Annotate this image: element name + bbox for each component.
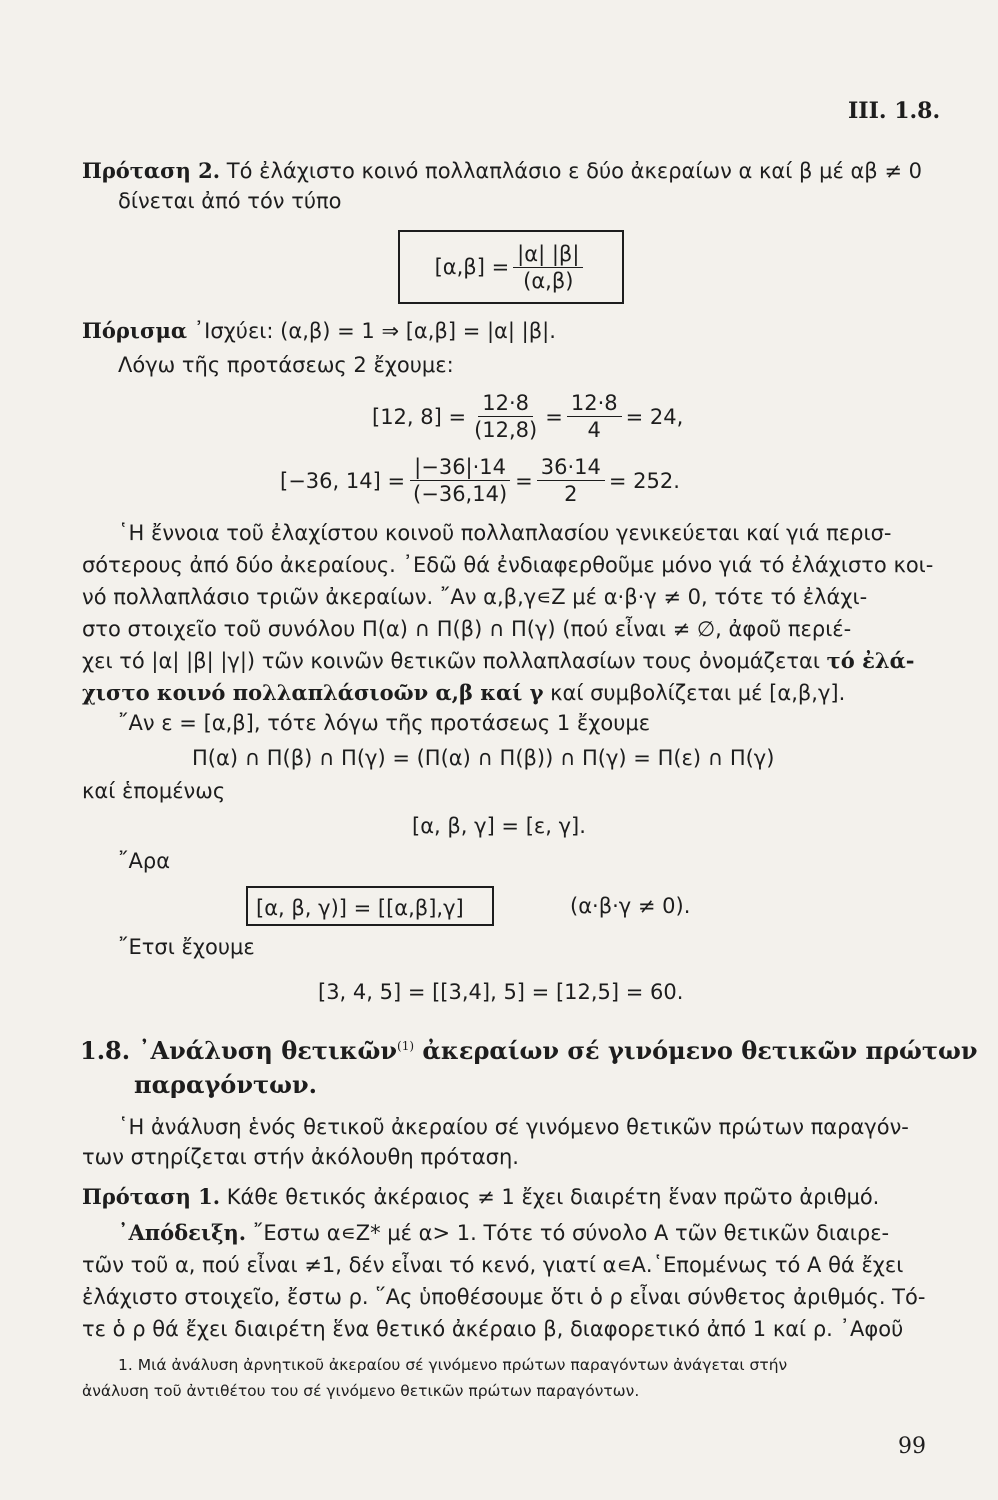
proposition-2-text: Τό ἐλάχιστο κοινό πολλαπλάσιο ε δύο ἀκεραίων α καί β μέ αβ ≠ 0 <box>226 159 923 183</box>
corollary-line <box>82 316 932 346</box>
paragraph-line: ῾Η ἀνάλυση ἑνός θετικοῦ ἀκεραίου σέ γινόμενο θετικῶν πρώτων παραγόν- <box>118 1115 909 1139</box>
corollary-intro: Λόγω τῆς προτάσεως 2 ἔχουμε: <box>118 353 454 377</box>
proof-line: ἐλάχιστο στοιχεῖο, ἔστω ρ. ῞Ας ὑποθέσουμε ὅτι ὁ ρ εἶναι σύνθετος ἀριθμός. Τό- <box>82 1285 926 1309</box>
example2-result: = 252. <box>608 468 680 493</box>
proposition-2-line-1 <box>82 156 932 186</box>
example2-den1: (−36,14) <box>413 482 508 506</box>
equation-pi: Π(α) ∩ Π(β) ∩ Π(γ) = (Π(α) ∩ Π(β)) ∩ Π(γ) = Π(ε) ∩ Π(γ) <box>192 746 775 770</box>
running-header: III. 1.8. <box>848 98 941 124</box>
section-heading <box>80 1036 978 1065</box>
proposition-2-label: Πρόταση 2. <box>82 158 221 183</box>
corollary-text: ᾿Ισχύει: (α,β) = 1 ⇒ [α,β] = |α| |β|. <box>193 319 556 343</box>
footnote-mark: (1) <box>397 1039 415 1053</box>
example2-lhs: [−36, 14] = <box>280 468 406 493</box>
example1-result: = 24, <box>625 404 684 429</box>
example1-num1: 12·8 <box>478 390 533 417</box>
example2-den2: 2 <box>564 482 578 506</box>
lcm-formula-box <box>398 230 624 304</box>
boxed-equation: [α, β, γ)] = [[α,β],γ] <box>246 886 494 926</box>
proof-text: ῎Εστω α∊Z* μέ α> 1. Τότε τό σύνολο Α τῶν θετικῶν διαιρε- <box>252 1221 890 1245</box>
formula-fraction <box>513 241 583 294</box>
footnote-line: ἀνάλυση τοῦ ἀντιθέτου του σέ γινόμενο θετικῶν πρώτων παραγόντων. <box>82 1382 640 1400</box>
therefore-text: ῎Αρα <box>118 849 171 873</box>
example2-num1: |−36|·14 <box>410 454 510 481</box>
example2-frac2 <box>537 454 605 507</box>
proposition-1-line <box>82 1182 932 1212</box>
proof-line: τε ὁ ρ θά ἔχει διαιρέτη ἕνα θετικό ἀκέραιο β, διαφορετικό ἀπό 1 καί ρ. ᾿Αφοῦ <box>82 1317 904 1341</box>
formula-lhs: [α,β] = <box>434 255 510 279</box>
example2-num2: 36·14 <box>537 454 605 481</box>
paragraph-line: στο στοιχεῖο τοῦ συνόλου Π(α) ∩ Π(β) ∩ Π(γ) (πού εἶναι ≠ ∅, ἀφοῦ περιέ- <box>82 617 852 641</box>
proof-line: τῶν τοῦ α, πού εἶναι ≠1, δέν εἶναι τό κενό, γιατί α∊Α.῾Επομένως τό Α θά ἔχει <box>82 1253 904 1277</box>
footnote-line: 1. Μιά ἀνάλυση ἀρνητικοῦ ἀκεραίου σέ γινόμενο πρώτων παραγόντων ἀνάγεται στήν <box>118 1356 788 1374</box>
paragraph-2: ῎Αν ε = [α,β], τότε λόγω τῆς προτάσεως 1 ἔχουμε <box>118 711 651 735</box>
section-title: ᾿Ανάλυση θετικῶν <box>138 1036 398 1065</box>
equation-example: [3, 4, 5] = [[3,4], 5] = [12,5] = 60. <box>318 980 684 1004</box>
example1-num2: 12·8 <box>567 390 622 417</box>
formula-denominator: (α,β) <box>523 268 574 293</box>
section-title-rest: ἀκεραίων σέ γινόμενο θετικῶν πρώτων <box>422 1036 978 1065</box>
proof-label: ᾿Απόδειξη. <box>118 1220 247 1245</box>
paragraph-line <box>82 646 932 676</box>
thus-text: ῎Ετσι ἔχουμε <box>118 935 255 959</box>
proof-line-1 <box>82 1218 968 1248</box>
section-number: 1.8. <box>80 1036 131 1065</box>
paragraph-line: νό πολλαπλάσιο τριῶν ἀκεραίων. ῎Αν α,β,γ∊Z μέ α·β·γ ≠ 0, τότε τό ἐλάχι- <box>82 585 868 609</box>
example2-frac1 <box>409 454 511 507</box>
example1-frac1 <box>470 390 541 443</box>
corollary-label: Πόρισμα <box>82 318 187 343</box>
example1-frac2 <box>567 390 622 443</box>
example-equation-1: [12, 8] = $\frac{12\cdot 8}{(12,8)}$ = $\frac{12\cdot 8}{4}$ = 24, <box>372 391 684 442</box>
proposition-2-line-2: δίνεται ἀπό τόν τύπο <box>118 189 342 213</box>
paragraph-line: σότερους ἀπό δύο ἀκεραίους. ᾿Εδῶ θά ἐνδιαφερθοῦμε μόνο γιά τό ἐλάχιστο κοι- <box>82 553 934 577</box>
paragraph-line <box>82 678 932 708</box>
paragraph-text: χει τό |α| |β| |γ|) τῶν κοινῶν θετικῶν πολλαπλασίων τους ὀνομάζεται <box>82 649 820 673</box>
example-equation-2: [−36, 14] = $\frac{|-36|\cdot 14}{(-36,14)}$ = $\frac{36\cdot 14}{2}$ = 252. <box>280 455 680 506</box>
proposition-1-text: Κάθε θετικός ἀκέραιος ≠ 1 ἔχει διαιρέτη ἕναν πρῶτο ἀριθμό. <box>226 1185 880 1209</box>
equation-abg: [α, β, γ] = [ε, γ]. <box>412 814 586 838</box>
example1-den1: (12,8) <box>474 418 538 442</box>
term-lcm-bold: χιστο κοινό πολλαπλάσιοῶν α,β καί γ <box>82 680 544 705</box>
paragraph-line: των στηρίζεται στήν ἀκόλουθη πρόταση. <box>82 1145 519 1169</box>
term-lcm-bold: τό ἐλά- <box>826 648 915 673</box>
boxed-condition: (α·β·γ ≠ 0). <box>570 894 691 918</box>
paragraph-text: καί συμβολίζεται μέ [α,β,γ]. <box>550 681 846 705</box>
proposition-1-label: Πρόταση 1. <box>82 1184 221 1209</box>
section-title-line-2: παραγόντων. <box>134 1070 317 1099</box>
paragraph-line: ῾Η ἔννοια τοῦ ἐλαχίστου κοινοῦ πολλαπλασίου γενικεύεται καί γιά περισ- <box>118 521 892 545</box>
page-number: 99 <box>898 1434 926 1459</box>
example1-lhs: [12, 8] = <box>372 404 467 429</box>
consequently-text: καί ἑπομένως <box>82 779 226 803</box>
formula-numerator: |α| |β| <box>513 241 583 268</box>
example1-den2: 4 <box>587 418 601 442</box>
